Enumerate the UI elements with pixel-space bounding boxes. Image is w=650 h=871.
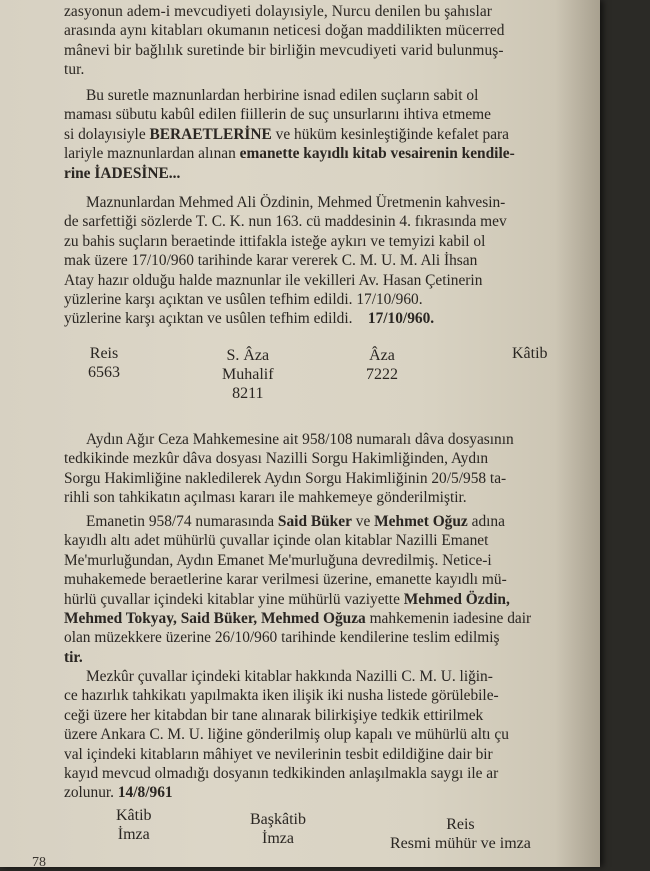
bold-text: rine İADESİNE... [64,164,181,182]
ozdin-paragraph [64,193,584,329]
signature-sign: Resmi mühür ve imza [390,835,531,852]
text-line [64,144,584,163]
signature-label: S. Âza [226,347,270,364]
text-run: mahkemenin iadesine dair [365,610,532,628]
text-line [64,590,584,609]
text-line: zu bahis suçların beraetinde ittifakla isteğe aykırı ve temyizi kabil ol [64,232,486,250]
text-line: ceği üzere her kitabdan bir tane alınarak bilirkişiye tedkik ettirilmek [64,706,484,724]
aydin-paragraph [64,430,584,508]
text-run: Emanetin 958/74 numarasında [86,513,278,530]
text-line: yüzlerine karşı açıktan ve usûlen tefhim edildi. 17/10/960. [64,291,423,309]
text-line: kayıdlı altı adet mühürlü çuvallar içinde olan kitablar Nazilli Emanet [64,532,489,550]
text-line: tur. [64,61,85,79]
date-text: 14/8/961 [117,784,173,802]
text-line: mak üzere 17/10/960 tarihinde karar vererek C. M. U. M. Ali İhsan [64,252,478,270]
text-line: de sarfettiği sözlerde T. C. K. nun 163. cü maddesinin 4. fıkrasında mev [64,213,507,231]
top-paragraph [64,2,584,80]
signature-sign: İmza [262,830,294,847]
signature-note: Muhalif [222,366,274,383]
text-line [64,309,584,328]
bold-text: Mehmet Oğuz [374,513,468,530]
date-text: 17/10/960. [367,310,435,328]
text-line [64,164,584,183]
signature-label: Başkâtib [250,811,306,828]
text-line: Atay hazır olduğu halde maznunlar ile vekilleri Av. Hasan Çetinerin [64,271,483,289]
text-line [64,512,584,531]
text-run: zolunur. [64,784,118,802]
page-number: 78 [32,855,46,870]
signature-label: Reis [89,345,119,362]
signature-katib [512,344,548,363]
signature-aza [366,346,398,384]
text-run: ve [351,513,375,530]
signature-reis [88,344,120,382]
emanet-paragraph [64,512,584,667]
text-line: mânevi bir bağlılık suretinde bir birliğin mevcudiyeti varid bulunmuş- [64,41,504,59]
text-line: ce hazırlık tahkikatı yapılmakta iken ilişik iki nusha listede görülebile- [64,687,499,705]
bold-text: Said Büker [277,513,352,530]
signature-label: Kâtib [512,345,548,362]
text-run: yüzlerine karşı açıktan ve usûlen tefhim edildi. [64,310,353,328]
signature-label: Âza [369,347,395,364]
text-line: arasında aynı kitabları okumanın neticesi doğan maddilikten mücerred [64,22,505,40]
signature-baskatib [250,810,306,848]
text-line [64,125,584,144]
text-run: lariyle maznunlardan alınan [64,145,240,163]
text-line: Me'murluğundan, Aydın Emanet Me'murluğuna devredilmiş. Netice-i [64,551,492,569]
bold-text: Mehmed Özdin, [403,590,510,608]
text-line [64,783,584,802]
signature-s-aza [222,346,274,403]
text-line: muhakemede beraetlerine karar verilmesi üzerine, emanette kayıdlı mü- [64,571,507,589]
signature-label: Reis [446,816,475,833]
text-line [64,609,584,628]
text-run: si dolayısiyle [64,125,150,143]
text-line: val içindeki kitabların mâhiyet ve nevilerinin tesbit edildiğine dair bir [64,745,493,763]
bold-text: Mehmed Tokyay, Said Büker, Mehmed Oğuza [64,610,366,628]
signature-reis-2 [390,815,531,853]
text-line: Maznunlardan Mehmed Ali Özdinin, Mehmed Üretmenin kahvesin- [86,194,506,211]
text-line: üzere Ankara C. M. U. liğine gönderilmiş olup kapalı ve mühürlü altı çu [64,726,509,744]
signature-label: Kâtib [116,807,152,824]
signature-number: 6563 [88,364,120,381]
text-line: Bu suretle maznunlardan herbirine isnad edilen suçların sabit ol [86,87,479,104]
signature-katib-2 [116,806,152,844]
text-line: Aydın Ağır Ceza Mahkemesine ait 958/108 numaralı dâva dosyasının [86,431,514,448]
bold-text: BERAETLERİNE [149,125,272,143]
text-line: maması sübutu kabûl edilen fiillerin de suç unsurlarını ihtiva etmeme [64,106,491,124]
text-line [64,648,584,667]
text-line: Sorgu Hakimliğine nakledilerek Aydın Sorgu Hakimliğinin 20/5/958 ta- [64,469,507,487]
text-line: olan müzekkere üzerine 26/10/960 tarihinde kendilerine teslim edilmiş [64,629,500,647]
text-line: zasyonun adem-i mevcudiyeti dolayısiyle, Nurcu denilen bu şahıslar [64,3,493,20]
text-run: ve hüküm kesinleştiğinde kefalet para [271,125,510,143]
text-line: tedkikinde mezkûr dâva dosyası Nazilli Sorgu Hakimliğinden, Aydın [64,450,489,468]
text-line: rihli son tahkikatın açılması kararı ile mahkemeye gönderilmiştir. [64,489,467,507]
signature-number: 8211 [232,385,264,402]
text-line: kayıd mevcud olmadığı dosyanın tedkikinden anlaşılmakla saygı ile ar [64,765,499,783]
text-run: adına [467,513,505,530]
bold-text: emanette kayıdlı kitab vesairenin kendile- [239,145,515,163]
cuval-paragraph [64,667,584,803]
signature-sign: İmza [117,826,150,843]
verdict-paragraph [64,86,584,183]
bold-text: tir. [64,648,83,666]
signature-number: 7222 [366,366,398,383]
text-run: hürlü çuvallar içindeki kitablar yine mühürlü vaziyette [64,590,404,608]
text-line: Mezkûr çuvallar içindeki kitablar hakkında Nazilli C. M. U. liğin- [86,668,493,685]
